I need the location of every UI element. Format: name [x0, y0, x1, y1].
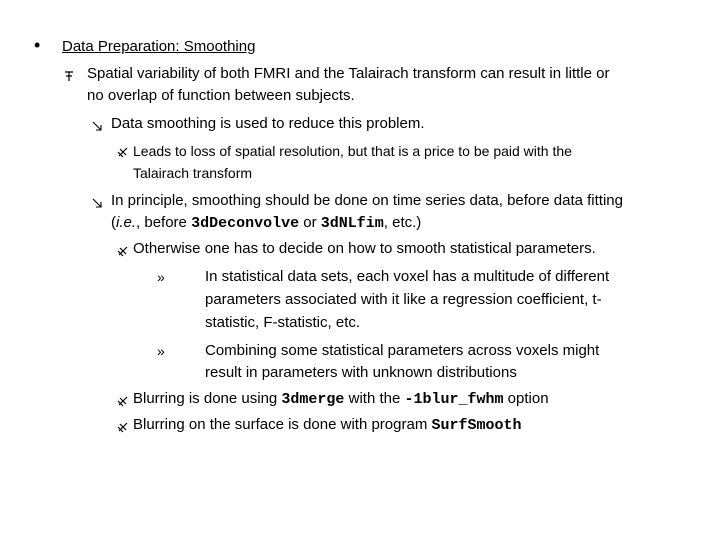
sub-marker: »	[157, 269, 165, 285]
checkmark-bullet-icon	[92, 196, 103, 214]
point-principle-line1: In principle, smoothing should be done on time series data, before data fitting	[111, 192, 623, 209]
pen-bullet-icon	[117, 145, 129, 163]
point-spatial-line1: Spatial variability of both FMRI and the Talairach transform can result in little or	[87, 65, 610, 82]
pen-bullet-icon	[117, 244, 129, 262]
opt-blur-fwhm: -1blur_fwhm	[404, 391, 504, 408]
before-text: , before	[136, 214, 192, 231]
point-loss-line1: Leads to loss of spatial resolution, but that is a price to be paid with the	[133, 143, 572, 159]
arrow-bullet-icon	[64, 69, 74, 87]
point-blur-merge	[133, 388, 549, 411]
cmd-3dmerge: 3dmerge	[281, 391, 345, 408]
slide-heading: Data Preparation: Smoothing	[62, 38, 256, 55]
pen-bullet-icon	[117, 394, 129, 412]
blur-merge-post: option	[503, 390, 549, 407]
ie-text: i.e.	[116, 214, 137, 231]
blur-surface-pre: Blurring on the surface is done with program	[133, 416, 432, 433]
point-loss-line2: Talairach transform	[133, 165, 253, 181]
point-spatial-line2: no overlap of function between subjects.	[87, 87, 355, 104]
point-smoothing: Data smoothing is used to reduce this problem.	[111, 115, 425, 132]
point-principle-line2: (i.e., before 3dDeconvolve or 3dNLfim, etc.)	[111, 214, 422, 232]
sub-combine-line1: Combining some statistical parameters across voxels might	[205, 342, 600, 359]
cmd-3ddeconvolve: 3dDeconvolve	[191, 215, 300, 232]
sub-stat-line3: statistic, F-statistic, etc.	[205, 314, 361, 331]
or-text: or	[299, 214, 321, 231]
etc-text: , etc.)	[383, 214, 422, 231]
blur-merge-mid: with the	[344, 390, 405, 407]
checkmark-bullet-icon	[92, 119, 103, 137]
blur-merge-pre: Blurring is done using	[133, 390, 282, 407]
sub-stat-line1: In statistical data sets, each voxel has a multitude of different	[205, 268, 610, 285]
sub-combine-line2: result in parameters with unknown distributions	[205, 364, 517, 381]
pen-bullet-icon	[117, 420, 129, 438]
cmd-3dnlfim: 3dNLfim	[320, 215, 384, 232]
point-otherwise: Otherwise one has to decide on how to smooth statistical parameters.	[133, 240, 596, 257]
sub-stat-line2: parameters associated with it like a regression coefficient, t-	[205, 291, 602, 308]
point-blur-surface	[133, 414, 522, 437]
cmd-surfsmooth: SurfSmooth	[431, 417, 522, 434]
sub-marker: »	[157, 343, 165, 359]
bullet-icon: •	[34, 35, 41, 55]
